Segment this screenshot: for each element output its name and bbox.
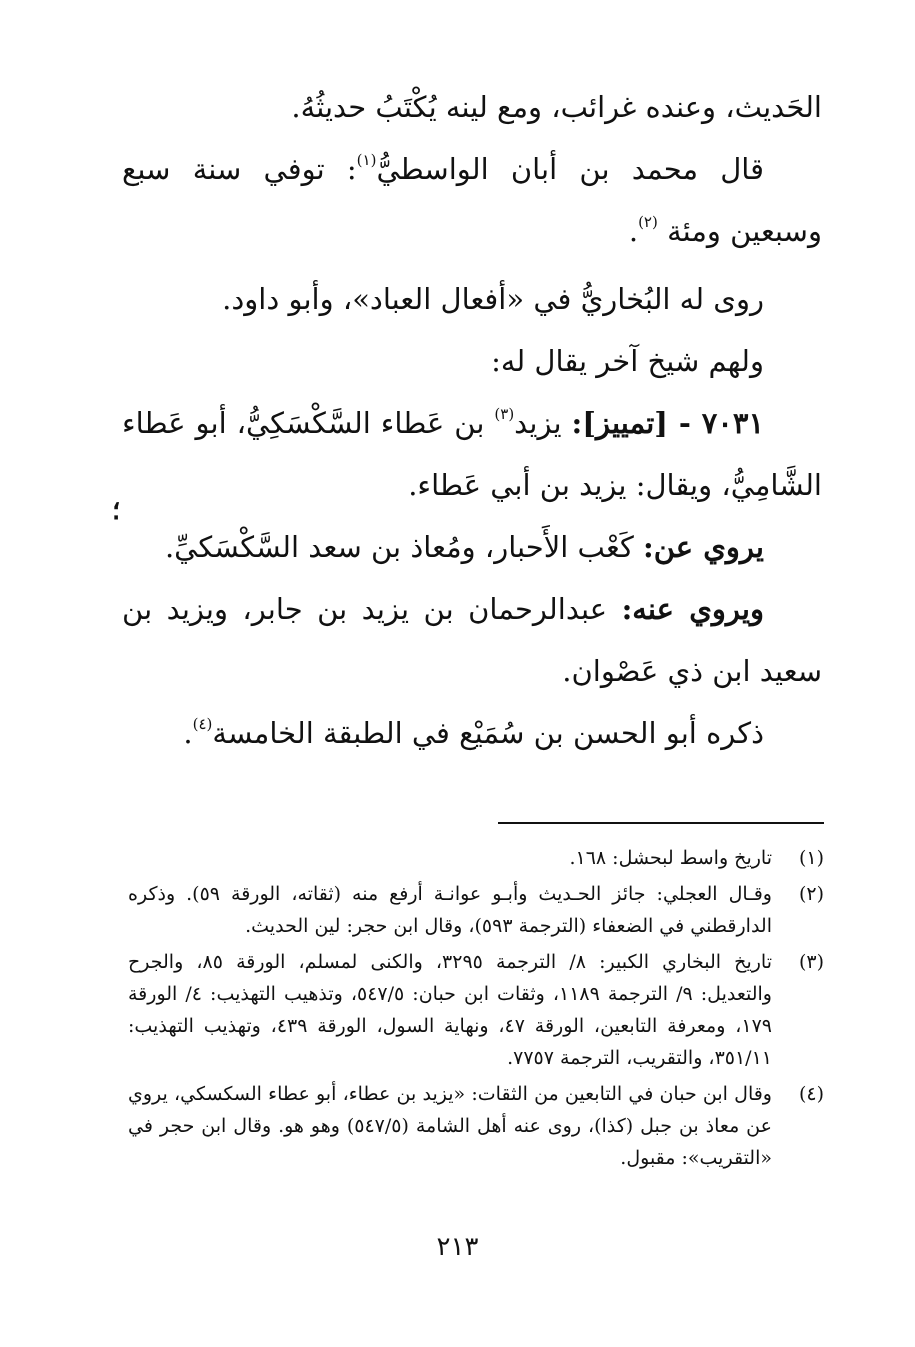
paragraph-text: : توفي سنة سبع وسبعين ومئة <box>122 152 822 248</box>
footnote-separator <box>498 822 824 824</box>
entry-name-rest: بن عَطاء السَّكْسَكِيُّ، أبو عَطاء الشَّامِيُّ، ويقال: يزيد بن أبي عَطاء. <box>122 406 822 502</box>
footnote-1 <box>128 842 824 874</box>
footnote-3 <box>128 946 824 1074</box>
paragraph-another-sheikh <box>122 330 822 392</box>
narrated-by-label: ويروي عنه: <box>621 592 764 626</box>
handwritten-margin-mark: ؛ <box>112 496 121 526</box>
footnote-ref-4: (٤) <box>192 715 213 733</box>
footnote-text: تاريخ واسط لبحشل: ١٦٨. <box>569 847 772 869</box>
paragraph-text: . <box>183 716 193 750</box>
narrated-by-text: عبدالرحمان بن يزيد بن جابر، ويزيد بن سعيد ابن ذي عَصْوان. <box>122 592 822 688</box>
footnote-2 <box>128 878 824 942</box>
footnote-4 <box>128 1078 824 1174</box>
footnote-text: تاريخ البخاري الكبير: ٨/ الترجمة ٣٢٩٥، والكنى لمسلم، الورقة ٨٥، والجرح والتعديل: ٩/ الترجمة ١١٨٩، وثقات ابن حبان: ٥٤٧/٥، وتذهيب التهذيب: ٤/ الورقة ١٧٩، ومعرفة التابعين، الورقة ٤٧، ونهاية السول، الورقة ٤٣٩، وتهذيب التهذيب: ٣٥١/١١، والتقريب، الترجمة ٧٧٥٧. <box>128 951 773 1069</box>
footnote-number: (٣) <box>798 951 824 973</box>
paragraph-text: ذكره أبو الحسن بن سُمَيْع في الطبقة الخامسة <box>212 716 764 750</box>
paragraph-narrates-from <box>122 516 822 578</box>
footnote-ref-2: (٢) <box>638 213 658 231</box>
footnote-number: (١) <box>798 847 824 869</box>
narrates-from-text: كَعْب الأَحبار، ومُعاذ بن سعد السَّكْسَكيِّ. <box>164 530 634 564</box>
footnote-ref-1: (١) <box>356 151 377 169</box>
page-number: ٢١٣ <box>436 1232 479 1262</box>
paragraph-narrated-by <box>122 578 822 702</box>
footnote-number: (٤) <box>798 1083 824 1105</box>
paragraph-text: ولهم شيخ آخر يقال له: <box>491 344 764 378</box>
paragraph-text: قال محمد بن أبان الواسطيُّ <box>376 152 764 186</box>
footnote-ref-3: (٣) <box>494 405 515 423</box>
biography-entry <box>122 392 822 516</box>
paragraph-text: . <box>628 214 639 248</box>
footnote-text: وقال ابن حبان في التابعين من الثقات: «يزيد بن عطاء، أبو عطاء السكسكي، يروي عن معاذ بن جبل (كذا)، روى عنه أهل الشامة (٥٤٧/٥) وهو هو. وقال ابن حجر في «التقريب»: مقبول. <box>128 1083 772 1169</box>
paragraph-continuation <box>122 76 822 138</box>
entry-number: ٧٠٣١ - [تمييز]: <box>571 406 765 440</box>
main-text <box>122 76 822 764</box>
paragraph-text: روى له البُخاريُّ في «أفعال العباد»، وأبو داود. <box>222 282 764 316</box>
paragraph-wasiti <box>122 138 822 262</box>
paragraph-narrators <box>122 268 822 330</box>
footnote-number: (٢) <box>798 883 824 905</box>
paragraph-text: الحَديث، وعنده غرائب، ومع لينه يُكْتَبُ حديثُهُ. <box>291 90 822 124</box>
paragraph-tabaqa <box>122 702 822 764</box>
footnotes <box>128 842 824 1178</box>
footnote-text: وقـال العجلي: جائز الحـديث وأبـو عوانـة أرفع منه (ثقاته، الورقة ٥٩). وذكره الدارقطني في الضعفاء (الترجمة ٥٩٣)، وقال ابن حجر: لين الحديث. <box>128 883 772 937</box>
narrates-from-label: يروي عن: <box>643 530 764 564</box>
entry-name: يزيد <box>514 406 562 440</box>
